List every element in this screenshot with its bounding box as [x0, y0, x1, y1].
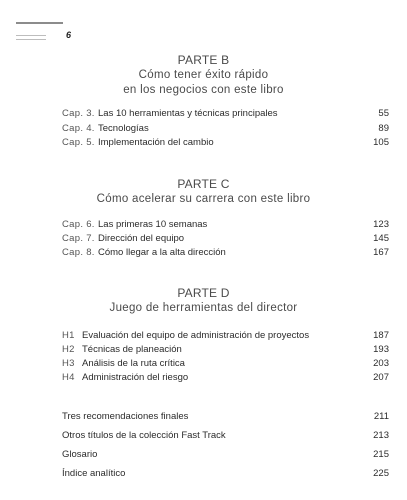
backmatter-entry[interactable] [62, 449, 389, 463]
part-d-heading [0, 286, 407, 316]
entry-title: Tecnologías [98, 123, 149, 134]
entry-page: 145 [373, 233, 389, 244]
entry-prefix: H1 [62, 330, 75, 341]
part-c-heading [0, 177, 407, 207]
toc-entry[interactable] [62, 330, 389, 344]
entry-prefix: H3 [62, 358, 75, 369]
entry-title: Glosario [62, 449, 98, 460]
entry-title: Otros títulos de la colección Fast Track [62, 430, 226, 441]
entry-prefix: Cap. 6. [62, 219, 95, 230]
entry-title: Dirección del equipo [98, 233, 185, 244]
entry-page: 105 [373, 137, 389, 148]
toc-entry[interactable] [62, 247, 389, 261]
toc-entry[interactable] [62, 219, 389, 233]
entry-page: 203 [373, 358, 389, 369]
part-subtitle-line-1: Cómo tener éxito rápido [138, 69, 269, 81]
entry-title: Índice analítico [62, 468, 126, 479]
entry-prefix: Cap. 7. [62, 233, 95, 244]
part-title: PARTE C [177, 177, 230, 191]
part-title: PARTE B [177, 53, 230, 67]
entry-page: 187 [373, 330, 389, 341]
entry-page: 123 [373, 219, 389, 230]
entry-title: Técnicas de planeación [82, 344, 182, 355]
entry-page: 193 [373, 344, 389, 355]
entry-page: 207 [373, 372, 389, 383]
entry-title: Implementación del cambio [98, 137, 214, 148]
entry-title: Administración del riesgo [82, 372, 189, 383]
page-number: 6 [66, 30, 72, 40]
toc-entry[interactable] [62, 372, 389, 386]
toc-entry[interactable] [62, 344, 389, 358]
entry-prefix: H2 [62, 344, 75, 355]
entry-title: Las 10 herramientas y técnicas principales [98, 108, 278, 119]
entry-prefix: Cap. 8. [62, 247, 95, 258]
entry-page: 89 [378, 123, 389, 134]
entry-page: 225 [373, 468, 389, 479]
entry-prefix: Cap. 4. [62, 123, 95, 134]
entry-title: Evaluación del equipo de administración de proyectos [82, 330, 310, 341]
entry-page: 215 [373, 449, 389, 460]
toc-entry[interactable] [62, 137, 389, 151]
entry-prefix: Cap. 3. [62, 108, 95, 119]
entry-page: 211 [373, 411, 389, 422]
entry-prefix: Cap. 5. [62, 137, 95, 148]
toc-entry[interactable] [62, 108, 389, 122]
header-rule-thin-bottom [16, 39, 46, 40]
part-title: PARTE D [177, 286, 230, 300]
toc-entry[interactable] [62, 358, 389, 372]
entry-page: 55 [378, 108, 389, 119]
entry-prefix: H4 [62, 372, 75, 383]
part-subtitle-line-1: Cómo acelerar su carrera con este libro [96, 193, 311, 205]
entry-title: Las primeras 10 semanas [98, 219, 208, 230]
toc-entry[interactable] [62, 123, 389, 137]
toc-entry[interactable] [62, 233, 389, 247]
header-rule-thin-top [16, 35, 46, 36]
part-subtitle-line-1: Juego de herramientas del director [109, 302, 298, 314]
entry-page: 213 [373, 430, 389, 441]
part-subtitle-line-2: en los negocios con este libro [123, 84, 284, 96]
backmatter-entry[interactable] [62, 430, 389, 444]
entry-title: Análisis de la ruta crítica [82, 358, 185, 369]
part-b-heading [0, 53, 407, 98]
backmatter-entry[interactable] [62, 468, 389, 482]
backmatter-entry[interactable] [62, 411, 389, 425]
entry-page: 167 [373, 247, 389, 258]
entry-title: Tres recomendaciones finales [62, 411, 189, 422]
header-rule-thick [16, 22, 63, 24]
entry-title: Cómo llegar a la alta dirección [98, 247, 226, 258]
